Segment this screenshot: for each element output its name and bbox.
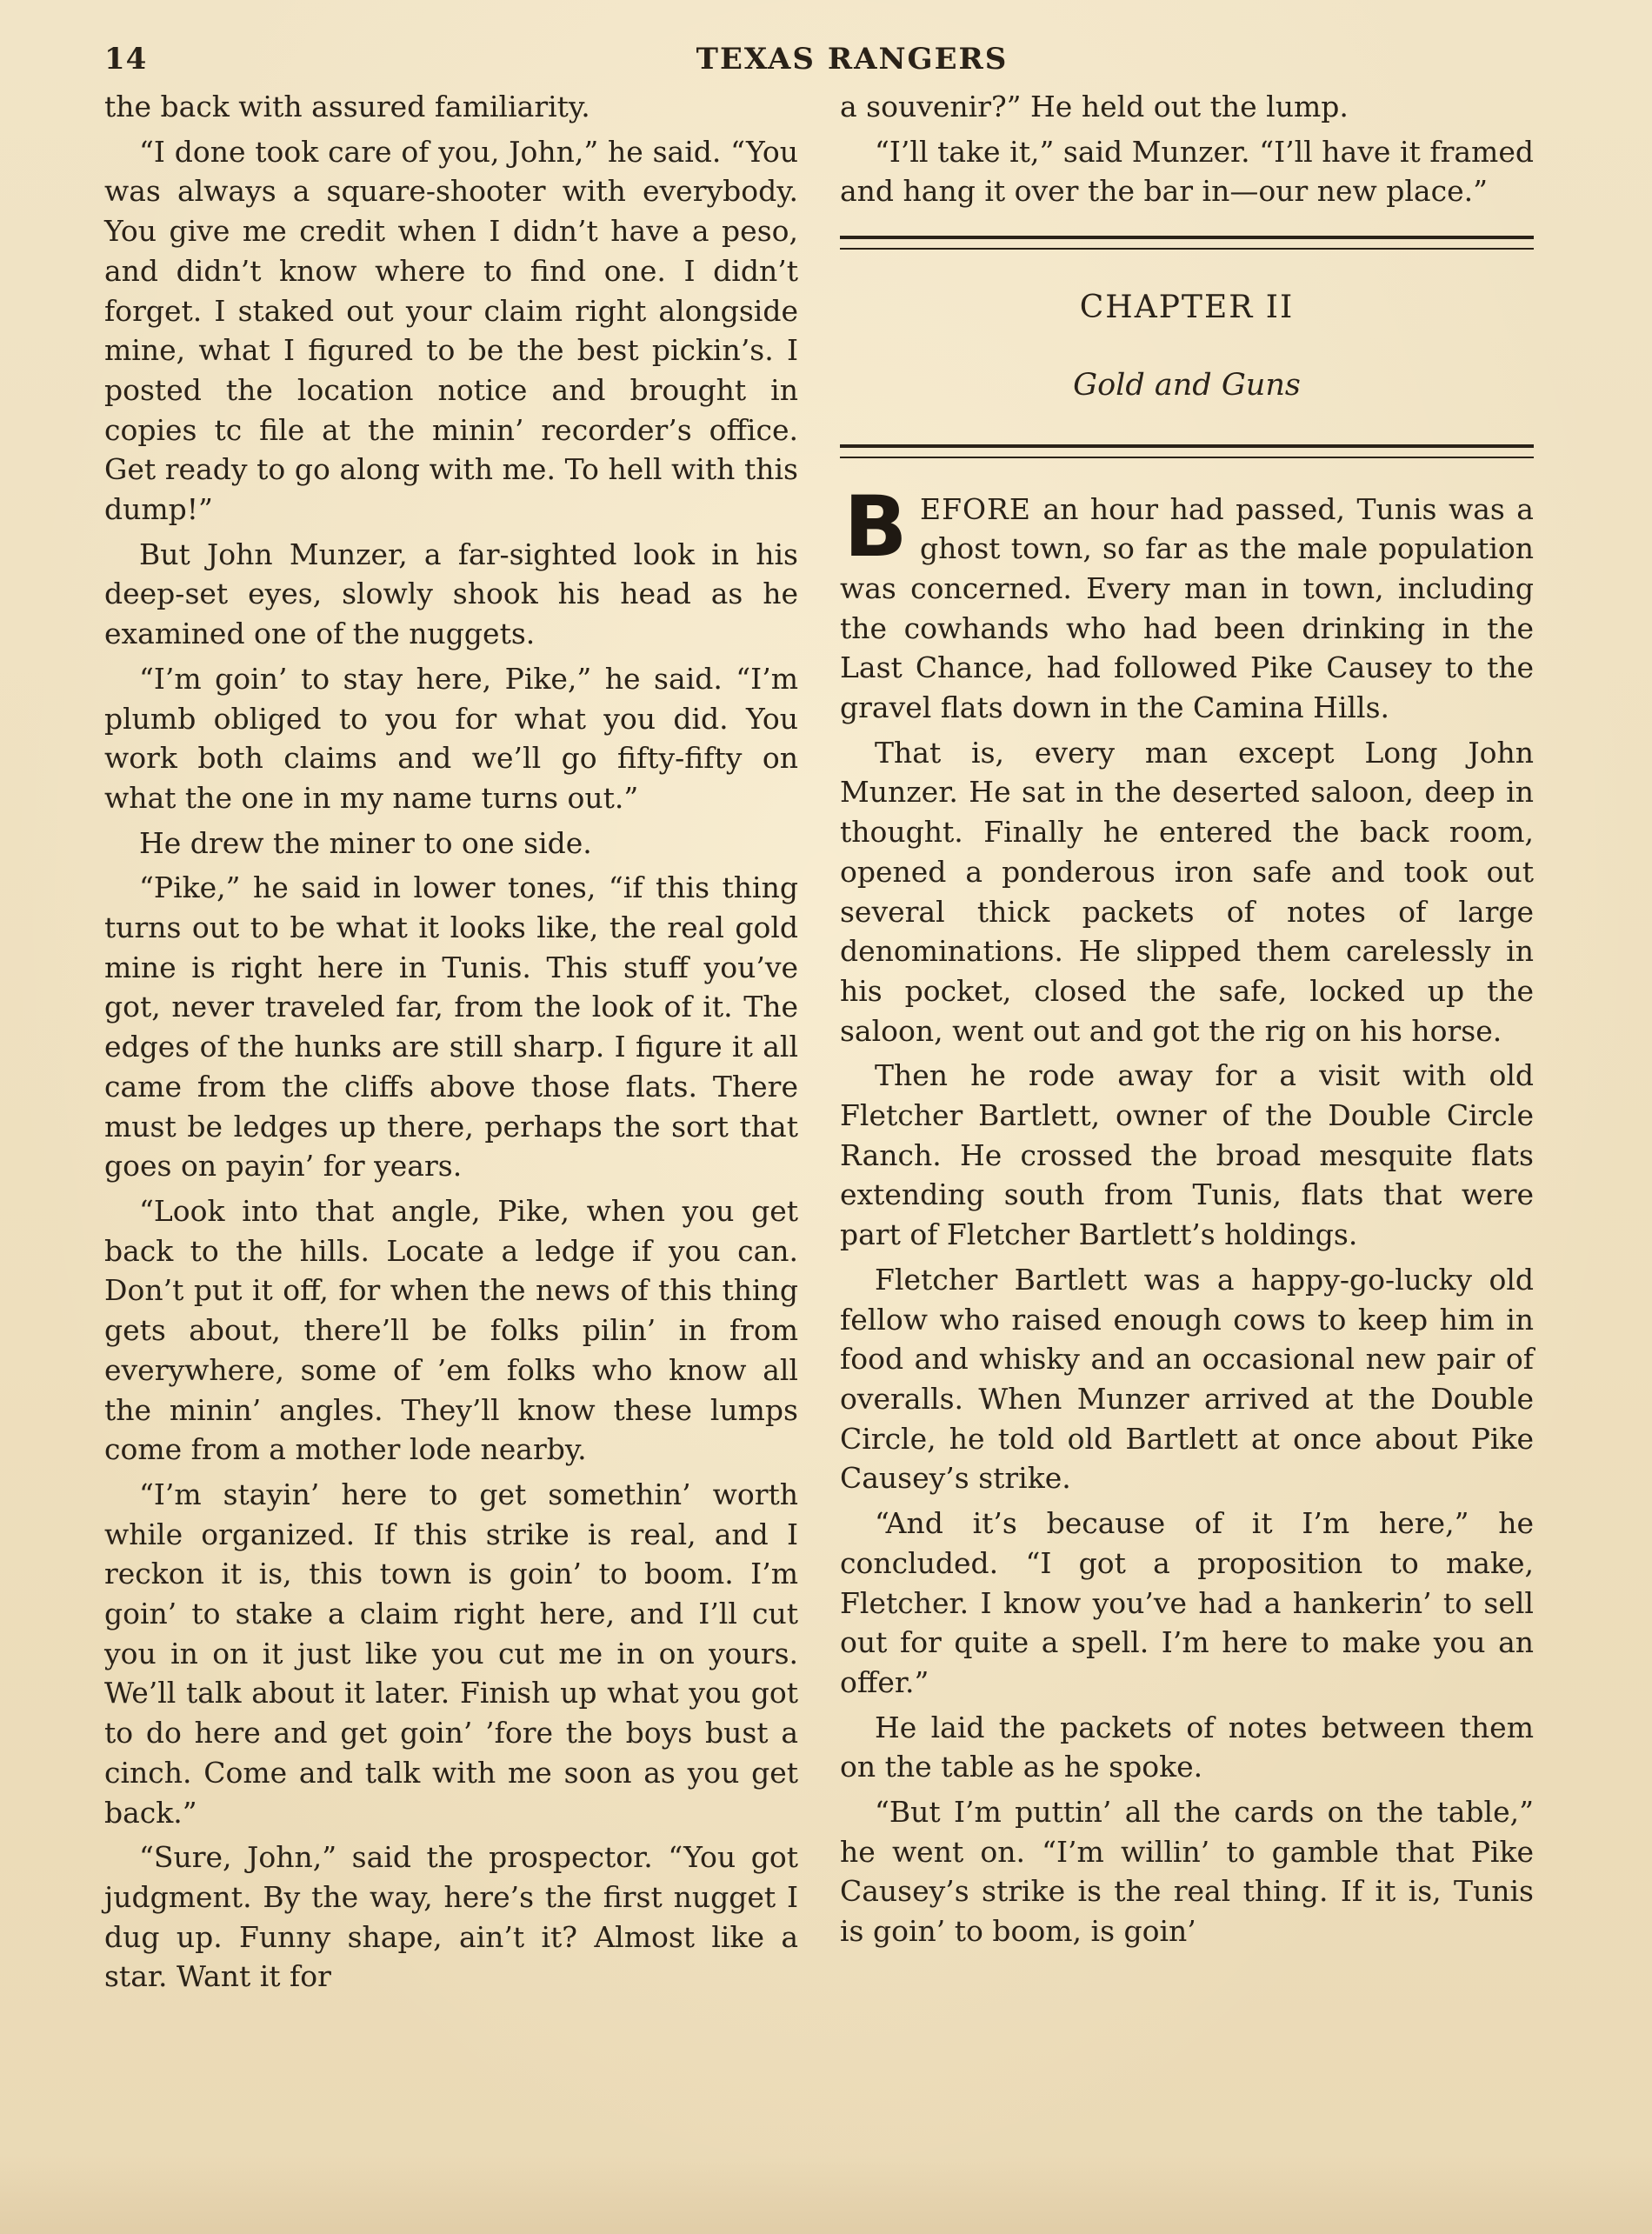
bottom-double-rule (840, 444, 1534, 458)
paragraph: Then he rode away for a visit with old Fletcher Bartlett, owner of the Double Circle Ranch. He crossed the broad mesquite flats extending south from Tunis, flats that were part of Fletcher Bartlett’s holdings. (840, 1058, 1534, 1252)
paragraph: “I’ll take it,” said Munzer. “I’ll have it framed and hang it over the bar in—our new place.” (840, 134, 1534, 209)
right-column (840, 87, 1534, 1957)
paragraph: “I done took care of you, John,” he said. “You was always a square-shooter with everybody. You give me credit when I didn’t have a peso, and didn’t know where to find one. I didn’t forget. I staked out your claim right alongside mine, what I figured to be the best pickin’s. I posted the location notice and brought in copies tc file at the minin’ recorder’s office. Get ready to go along with me. To hell with this dump!” (104, 134, 798, 527)
paragraph: He drew the miner to one side. (139, 825, 592, 860)
paragraph: But John Munzer, a far-sighted look in his deep-set eyes, slowly shook his head as he examined one of the nuggets. (104, 537, 798, 651)
paragraph: That is, every man except Long John Munzer. He sat in the deserted saloon, deep in thought. Finally he entered the back room, opened a ponderous iron safe and took out several thick packets of notes of large denominations. He slipped them carelessly in his pocket, closed the safe, locked up the saloon, went out and got the rig on his horse. (840, 735, 1534, 1048)
paragraph: “And it’s because of it I’m here,” he concluded. “I got a proposition to make, Fletcher. I know you’ve had a hankerin’ to sell out for quite a spell. I’m here to make you an offer.” (840, 1506, 1534, 1699)
paragraph: “Pike,” he said in lower tones, “if this thing turns out to be what it looks like, the real gold mine is right here in Tunis. This stuff you’ve got, never traveled far, from the look of it. The edges of the hunks are still sharp. I figure it all came from the cliffs above those flats. There must be ledges up there, perhaps the sort that goes on payin’ for years. (104, 870, 798, 1184)
chapter-heading-block (840, 236, 1534, 457)
opening-text: an hour had passed, Tunis was a ghost town, so far as the male population was concerned. Every man in town, including the cowhands who had been drinking in the Last Chance, had followed Pike Causey to the gravel flats down in the Camina Hills. (840, 491, 1534, 725)
paragraph: Fletcher Bartlett was a happy-go-lucky old fellow who raised enough cows to keep him in food and whisky and an occasional new pair of overalls. When Munzer arrived at the Double Circle, he told old Bartlett at once about Pike Causey’s strike. (840, 1262, 1534, 1496)
chapter-opening-paragraph (840, 477, 1534, 728)
page-header (104, 42, 1530, 85)
running-title: TEXAS RANGERS (696, 42, 1009, 77)
left-column (104, 87, 798, 2002)
top-double-rule (840, 236, 1534, 250)
paragraph: “Look into that angle, Pike, when you get back to the hills. Locate a ledge if you can. Don’t put it off, for when the news of this thing gets about, there’ll be folks pilin’ in from everywhere, some of ’em folks who know all the minin’ angles. They’ll know these lumps come from a mother lode nearby. (104, 1193, 798, 1467)
paragraph: “I’m stayin’ here to get somethin’ worth while organized. If this strike is real, and I reckon it is, this town is goin’ to boom. I’m goin’ to stake a claim right here, and I’ll cut you in on it just like you cut me in on yours. We’ll talk about it later. Finish up what you got to do here and get goin’ ’fore the boys bust a cinch. Come and talk with me soon as you get back.” (104, 1477, 798, 1830)
paragraph: a souvenir?” He held out the lump. (840, 90, 1349, 123)
chapter-subtitle: Gold and Guns (1073, 367, 1301, 403)
paragraph: He laid the packets of notes between them on the table as he spoke. (840, 1710, 1534, 1784)
paragraph: “But I’m puttin’ all the cards on the table,” he went on. “I’m willin’ to gamble that Pike Causey’s strike is the real thing. If it is, Tunis is goin’ to boom, is goin’ (840, 1795, 1534, 1949)
page-number: 14 (104, 42, 148, 77)
chapter-title: CHAPTER II (1079, 290, 1295, 326)
paragraph: the back with assured familiarity. (104, 90, 590, 123)
paragraph: “I’m goin’ to stay here, Pike,” he said. “I’m plumb obliged to you for what you did. You work both claims and we’ll go fifty-fifty on what the one in my name turns out.” (104, 661, 798, 815)
opening-caps: EFORE (920, 491, 1031, 526)
paragraph: “Sure, John,” said the prospector. “You got judgment. By the way, here’s the first nugget I dug up. Funny shape, ain’t it? Almost like a star. Want it for (104, 1840, 798, 1994)
drop-cap: B (843, 477, 908, 576)
